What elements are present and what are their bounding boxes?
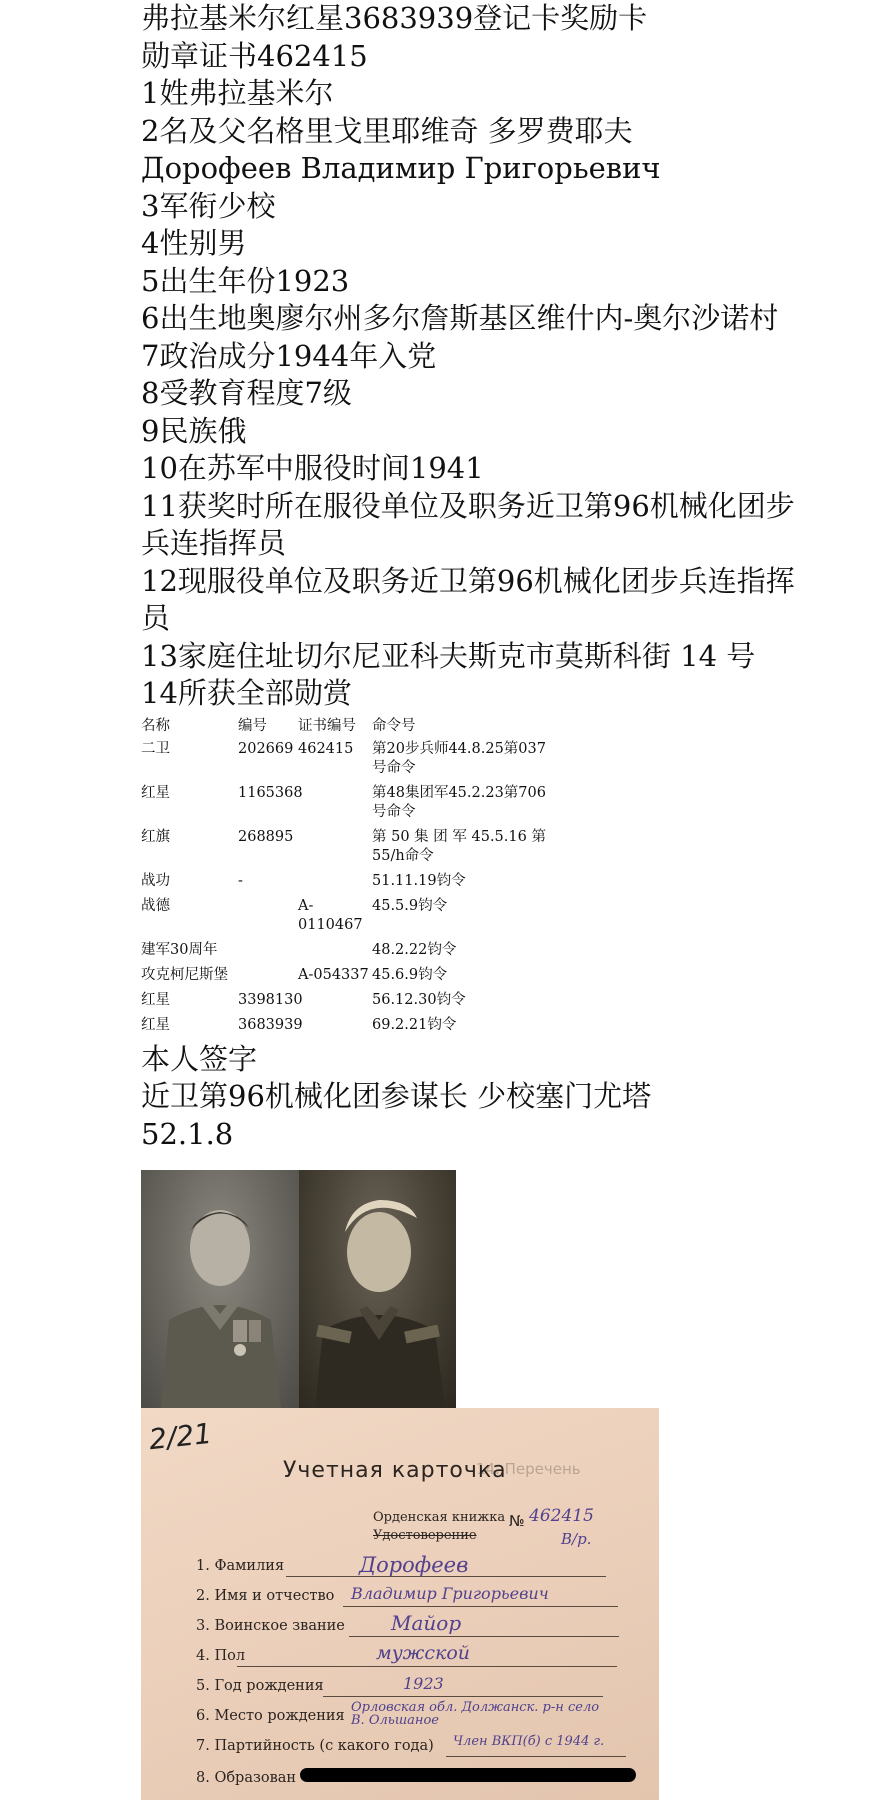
portrait-photos [141,1170,456,1408]
cell: 48.2.22钧令 [372,941,457,958]
cell: 56.12.30钧令 [372,991,466,1008]
cell [298,991,372,1010]
field-surname: 1姓弗拉基米尔 [141,76,334,110]
field-gender: 4性别男 [141,226,247,260]
card-row-value: мужской [376,1642,471,1664]
table-row [141,828,821,866]
table-row [141,740,821,778]
cell [298,1016,372,1035]
cell: 战德 [141,897,170,914]
card-row-surname [196,1558,284,1574]
field-rank: 3军衔少校 [141,188,276,223]
card-number-handwritten: 462415 [529,1506,594,1526]
field-birth-year: 5出生年份1923 [141,263,350,298]
card-cert-label: Удостоверение [373,1528,477,1543]
portrait-younger-figure [299,1170,456,1408]
card-row-value: 1923 [403,1674,444,1693]
table-row [141,784,821,822]
card-faint-header: 14. Перечень [476,1460,581,1478]
table-row [141,1016,821,1035]
cell: 45.5.9钧令 [372,897,448,914]
cell [238,897,298,935]
card-row-label: 4. Пол [196,1648,246,1664]
card-row-value: Орловская обл. Должанск. р-н село В. Ольшаное [351,1700,600,1728]
card-row-label: 1. Фамилия [196,1558,285,1574]
cell [298,941,372,960]
cell [298,828,372,866]
card-row-value: Член ВКП(б) с 1944 г. [453,1734,605,1749]
card-corner-note: 2/21 [147,1416,214,1457]
card-row-party [196,1738,434,1754]
field-birthplace: 6出生地奥廖尔州多尔詹斯基区维什内-奥尔沙诺村 [141,301,779,335]
cell: 战功 [141,872,170,889]
awards-table-header [141,717,821,736]
header-cell: 命令号 [372,717,416,734]
cell: 红星 [141,1016,170,1033]
field-current-unit: 12现服役单位及职务近卫第96机械化团步兵连指挥员 [141,563,795,635]
home-indicator-bar [300,1768,636,1782]
cell: 第48集团军45.2.23第706号命令 [372,784,546,820]
table-row [141,897,821,935]
card-row-name [196,1588,334,1604]
field-education: 8受教育程度7级 [141,376,352,410]
cell: 二卫 [141,740,170,757]
table-row [141,966,821,985]
header-cell: 证书编号 [298,717,356,734]
card-row-label: 6. Место рождения [196,1708,345,1724]
cell: 69.2.21钧令 [372,1016,457,1033]
card-row-value: Майор [391,1611,462,1635]
card-row-gender [196,1648,245,1664]
cell: 3683939 [238,1016,303,1033]
cell: 攻克柯尼斯堡 [141,966,228,983]
cell [238,941,298,960]
cell [238,966,298,985]
card-number-suffix: В/р. [561,1530,592,1548]
header-line-2: 勋章证书462415 [141,38,368,73]
portrait-photo-younger [299,1170,456,1408]
portrait-photo-older [141,1170,299,1408]
field-name-patronymic: 2名及父名格里戈里耶维奇 多罗费耶夫 [141,113,633,148]
field-party: 7政治成分1944年入党 [141,338,437,373]
card-title: Учетная карточка [283,1458,507,1483]
card-row-label: 7. Партийность (с какого года) [196,1738,434,1754]
cell: 45.6.9钧令 [372,966,448,983]
portrait-older-figure [141,1170,299,1408]
cell [298,784,372,822]
cell: 红旗 [141,828,170,845]
card-row-label: 2. Имя и отчество [196,1588,335,1604]
cell: A-054337 [298,966,369,983]
card-row-birth-year [196,1678,324,1694]
signature-label: 本人签字 [141,1041,258,1076]
cell: 3398130 [238,991,303,1008]
cell: 268895 [238,828,294,845]
cell: 51.11.19钧令 [372,872,466,889]
cell: 红星 [141,784,170,801]
field-service-since: 10在苏军中服役时间1941 [141,451,484,485]
card-book-label: Орденская книжка [373,1510,506,1525]
field-russian-name: Дорофеев Владимир Григорьевич [141,151,661,185]
card-row-value: Владимир Григорьевич [351,1584,549,1603]
card-row-rank [196,1618,345,1634]
field-awards-heading: 14所获全部勋赏 [141,676,352,710]
card-row-education [196,1770,296,1786]
signature-date: 52.1.8 [141,1116,234,1151]
cell: - [238,872,243,889]
table-row [141,991,821,1010]
cell: A-0110467 [298,897,363,933]
cell: 第 50 集 团 军 45.5.16 第55/h命令 [372,828,546,864]
card-row-label: 5. Год рождения [196,1678,324,1694]
document-text [141,0,821,1153]
awards-table [141,717,821,1035]
card-row-birthplace [196,1708,345,1724]
field-unit-at-award: 11获奖时所在服役单位及职务近卫第96机械化团步兵连指挥员 [141,488,795,560]
card-row-label: 3. Воинское звание [196,1618,345,1634]
cell: 第20步兵师44.8.25第037号命令 [372,740,546,776]
cell: 462415 [298,740,354,757]
field-home-address: 13家庭住址切尔尼亚科夫斯克市莫斯科街 14 号 [141,638,756,673]
signature-signer: 近卫第96机械化团参谋长 少校塞门尤塔 [141,1079,652,1113]
card-row-label: 8. Образован [196,1770,297,1786]
card-number-label: № [509,1512,525,1530]
cell: 建军30周年 [141,941,218,958]
header-line-1: 弗拉基米尔红星3683939登记卡奖励卡 [141,1,648,35]
cell: 1165368 [238,784,303,801]
cell: 202669 [238,740,294,757]
cell [298,872,372,891]
table-row [141,872,821,891]
header-cell: 名称 [141,717,170,734]
header-cell: 编号 [238,717,267,734]
cell: 红星 [141,991,170,1008]
field-nationality: 9民族俄 [141,413,247,448]
registration-card-image [141,1408,659,1800]
table-row [141,941,821,960]
card-row-value: Дорофеев [359,1553,469,1577]
